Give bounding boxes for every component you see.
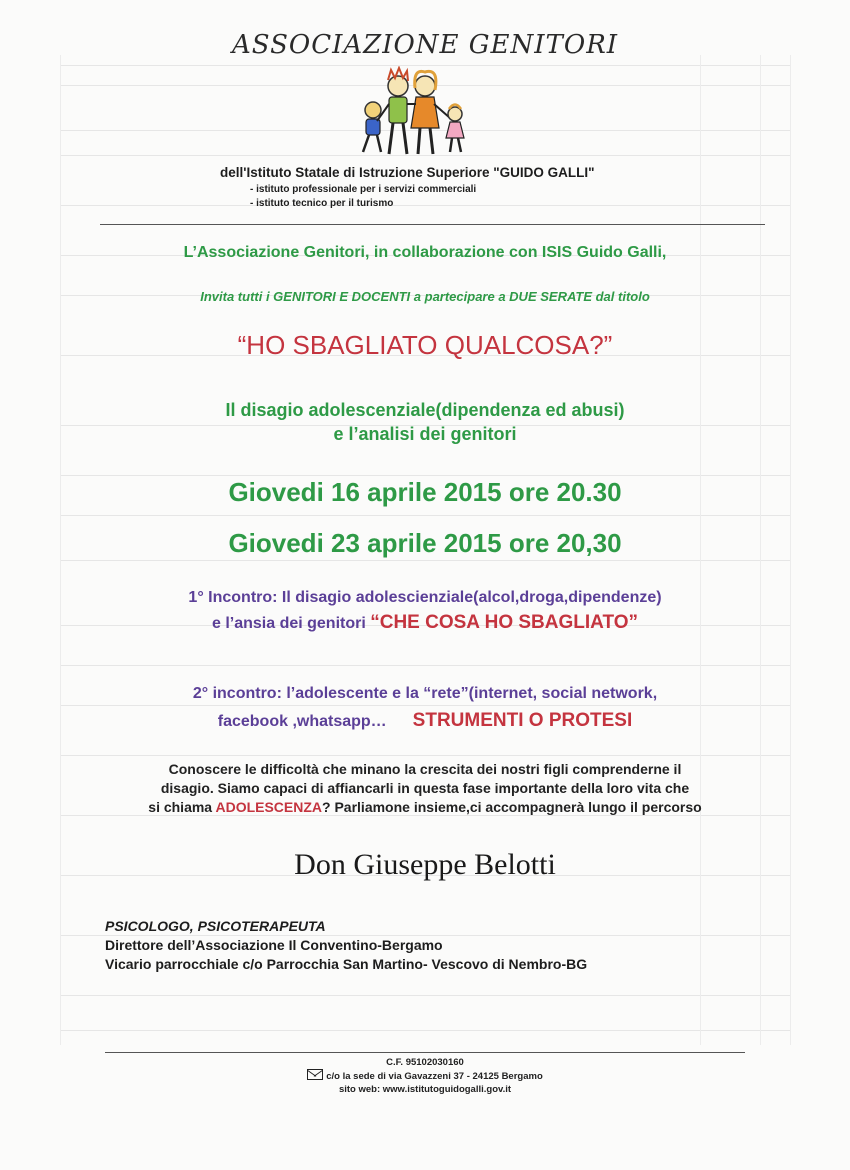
event-title: “HO SBAGLIATO QUALCOSA?” <box>237 330 613 360</box>
topic-line: Il disagio adolescenziale(dipendenza ed abusi) <box>225 400 625 420</box>
institute-subline: - istituto tecnico per il turismo <box>250 198 394 209</box>
speaker-credentials <box>105 917 587 974</box>
invite-text: Invita tutti i GENITORI E DOCENTI a partecipare a DUE SERATE dal titolo <box>200 289 650 304</box>
mail-icon <box>307 1069 323 1080</box>
meeting-1-prefix: e l’ansia dei genitori <box>211 615 371 632</box>
tax-code: C.F. 95102030160 <box>386 1057 464 1068</box>
event-date-2: Giovedi 23 aprile 2015 ore 20,30 <box>228 528 622 558</box>
family-drawing-logo <box>355 66 475 158</box>
website: sito web: www.istitutoguidogalli.gov.it <box>338 1084 512 1095</box>
footer <box>0 1056 850 1096</box>
meeting-1-highlight: “CHE COSA HO SBAGLIATO” <box>370 612 639 633</box>
meeting-1-line: 1° Incontro: Il disagio adolescienziale(alcol,droga,dipendenze) <box>188 589 662 606</box>
event-date-1: Giovedi 16 aprile 2015 ore 20.30 <box>228 477 622 507</box>
intro-text: L’Associazione Genitori, in collaborazione con ISIS Guido Galli, <box>183 244 667 261</box>
description-line: disagio. Siamo capaci di affiancarli in questa fase importante della loro vita che <box>160 780 690 796</box>
header-divider <box>100 224 765 225</box>
adolescenza-highlight: ADOLESCENZA <box>215 799 323 815</box>
topic-block <box>0 398 850 446</box>
speaker-line: Vicario parrocchiale c/o Parrocchia San Martino- Vescovo di Nembro-BG <box>105 956 588 972</box>
footer-divider <box>105 1052 745 1053</box>
address: c/o la sede di via Gavazzeni 37 - 24125 Bergamo <box>326 1071 543 1082</box>
meeting-1 <box>0 585 850 636</box>
description-line: Conoscere le difficoltà che minano la crescita dei nostri figli comprenderne il <box>168 761 682 777</box>
meeting-2-prefix: facebook ,whatsapp… <box>217 713 387 730</box>
description-prefix: si chiama <box>148 799 216 815</box>
institute-subline: - istituto professionale per i servizi commerciali <box>250 184 477 195</box>
meeting-2-line: 2° incontro: l’adolescente e la “rete”(internet, social network, <box>192 685 658 702</box>
meeting-2-highlight: STRUMENTI O PROTESI <box>412 710 633 731</box>
topic-line: e l’analisi dei genitori <box>333 424 517 444</box>
association-title: ASSOCIAZIONE GENITORI <box>231 30 619 60</box>
meeting-2 <box>0 680 850 735</box>
speaker-name: Don Giuseppe Belotti <box>294 848 556 881</box>
speaker-line: Direttore dell’Associazione Il Conventino-Bergamo <box>105 937 443 953</box>
speaker-role: PSICOLOGO, PSICOTERAPEUTA <box>105 918 326 934</box>
institute-name: dell'Istituto Statale di Istruzione Superiore "GUIDO GALLI" <box>220 165 595 180</box>
description <box>0 760 850 817</box>
description-suffix: ? Parliamone insieme,ci accompagnerà lungo il percorso <box>322 799 702 815</box>
